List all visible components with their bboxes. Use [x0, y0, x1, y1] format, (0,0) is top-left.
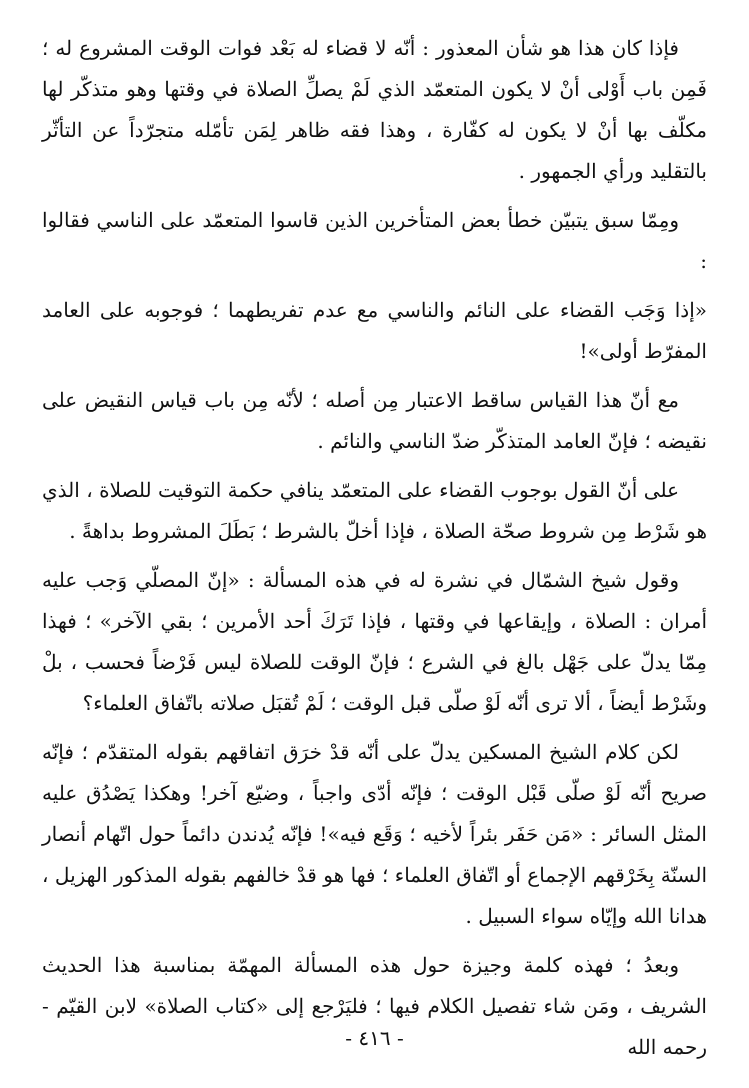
paragraph-1: فإذا كان هذا هو شأن المعذور : أنّه لا قضاء له بَعْد فوات الوقت المشروع له ؛ فَمِن باب أَوْلى أنْ لا يكون المتعمّد الذي لَمْ يصلِّ الصلاة في وقتها وهو متذكّر لها مكلّف بها أنْ لا يكون له كفّارة ، وهذا فقه ظاهر لِمَن تأمّله متجرّداً عن التأثّر بالتقليد ورأي الجمهور .: [42, 36, 707, 183]
paragraph-7: لكن كلام الشيخ المسكين يدلّ على أنّه قدْ خرَق اتفاقهم بقوله المتقدّم ؛ فإنّه صريح أنّه لَوْ صلّى قَبْل الوقت ؛ فإنّه أدّى واجباً ، وضيّع آخر! وهكذا يَصْدُق عليه المثل السائر : «مَن حَفَر بئراً لأخيه ؛ وَقَع فيه»! فإنّه يُدندن دائماً حول اتّهام أنصار السنّة بِخَرْقهم الإجماع أو اتّفاق العلماء ؛ فها هو قدْ خالفهم بقوله المذكور الهزيل ، هدانا الله وإيّاه سواء السبيل .: [42, 740, 707, 928]
paragraph-2: ومِمّا سبق يتبيّن خطأ بعض المتأخرين الذين قاسوا المتعمّد على الناسي فقالوا :: [42, 208, 707, 273]
paragraph-4: مع أنّ هذا القياس ساقط الاعتبار مِن أصله ؛ لأنّه مِن باب قياس النقيض على نقيضه ؛ فإنّ العامد المتذكّر ضدّ الناسي والنائم .: [42, 388, 707, 453]
paragraph-8: وبعدُ ؛ فهذه كلمة وجيزة حول هذه المسألة المهمّة بمناسبة هذا الحديث الشريف ، ومَن شاء تفصيل الكلام فيها ؛ فليَرْجع إلى «كتاب الصلاة» لابن القيّم - رحمه الله: [42, 953, 707, 1059]
page-body: [42, 28, 707, 1059]
paragraph-6: وقول شيخ الشمّال في نشرة له في هذه المسألة : «إنّ المصلّي وَجب عليه أمران : الصلاة ، وإيقاعها في وقتها ، فإذا تَرَكَ أحد الأمرين ؛ بقي الآخر» ؛ فهذا مِمّا يدلّ على جَهْل بالغ في الشرع ؛ فإنّ الوقت للصلاة ليس فَرْضاً فحسب ، بلْ وشَرْط أيضاً ، ألا ترى أنّه لَوْ صلّى قبل الوقت ؛ لَمْ تُقبَل صلاته باتّفاق العلماء؟: [42, 568, 707, 715]
page-number: - ٤١٦ -: [345, 1026, 404, 1050]
paragraph-3-quote: «إذا وَجَب القضاء على النائم والناسي مع عدم تفريطهما ؛ فوجوبه على العامد المفرّط أولى»!: [42, 298, 707, 363]
paragraph-5: على أنّ القول بوجوب القضاء على المتعمّد ينافي حكمة التوقيت للصلاة ، الذي هو شَرْط مِن شروط صحّة الصلاة ، فإذا أخلّ بالشرط ؛ بَطَلَ المشروط بداهةً .: [42, 478, 707, 543]
